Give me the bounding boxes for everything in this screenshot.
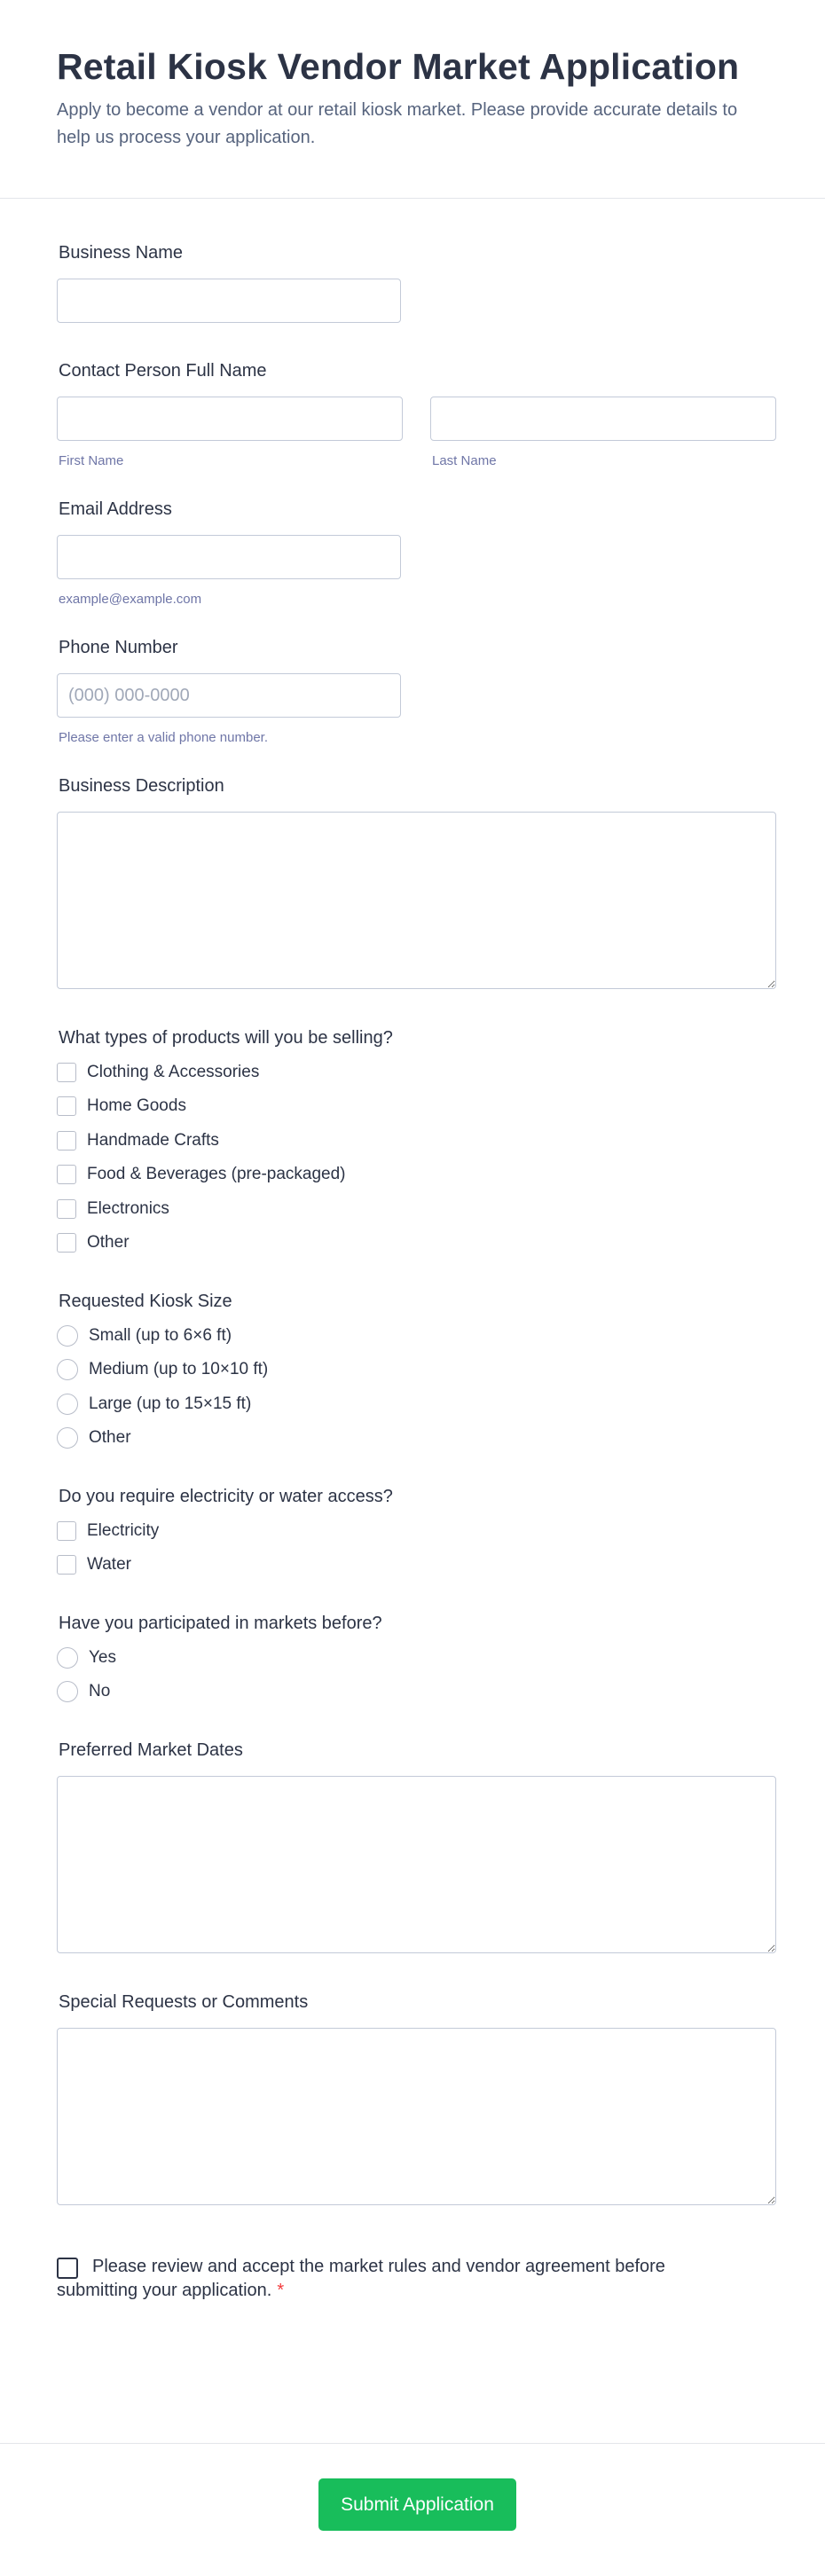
products-field <box>57 1028 776 1260</box>
contact-name-field <box>57 361 776 468</box>
product-option-food-beverages[interactable]: Food & Beverages (pre-packaged) <box>57 1158 776 1192</box>
email-sublabel: example@example.com <box>59 592 202 608</box>
contact-name-label: Contact Person Full Name <box>59 361 267 381</box>
last-name-sublabel: Last Name <box>432 453 497 469</box>
product-option-handmade-crafts[interactable]: Handmade Crafts <box>57 1123 776 1158</box>
email-field <box>57 499 776 607</box>
email-input[interactable] <box>57 535 401 579</box>
utility-option-water[interactable]: Water <box>57 1548 776 1583</box>
radio-button[interactable] <box>57 1647 78 1669</box>
utilities-label: Do you require electricity or water access? <box>59 1487 393 1507</box>
radio-button[interactable] <box>57 1325 78 1347</box>
utility-option-electricity[interactable]: Electricity <box>57 1513 776 1548</box>
checkbox[interactable] <box>57 1521 76 1541</box>
product-option-clothing[interactable]: Clothing & Accessories <box>57 1055 776 1089</box>
kiosk-size-option-small[interactable]: Small (up to 6×6 ft) <box>57 1318 776 1353</box>
kiosk-size-option-large[interactable]: Large (up to 15×15 ft) <box>57 1386 776 1421</box>
form-title: Retail Kiosk Vendor Market Application <box>57 46 740 87</box>
first-name-input[interactable] <box>57 397 403 441</box>
last-name-input[interactable] <box>430 397 776 441</box>
kiosk-size-option-other[interactable]: Other <box>57 1421 776 1456</box>
business-name-field <box>57 243 776 323</box>
email-label: Email Address <box>59 499 172 520</box>
business-description-textarea[interactable] <box>57 812 776 989</box>
market-dates-label: Preferred Market Dates <box>59 1740 243 1761</box>
phone-field <box>57 638 776 745</box>
participated-label: Have you participated in markets before? <box>59 1614 382 1634</box>
kiosk-size-label: Requested Kiosk Size <box>59 1292 232 1312</box>
radio-button[interactable] <box>57 1394 78 1415</box>
phone-label: Phone Number <box>59 638 178 658</box>
checkbox[interactable] <box>57 1096 76 1116</box>
product-option-home-goods[interactable]: Home Goods <box>57 1089 776 1124</box>
checkbox[interactable] <box>57 1199 76 1219</box>
form-subtitle: Apply to become a vendor at our retail kiosk market. Please provide accurate details to help us process your application. <box>57 100 738 148</box>
business-description-field <box>57 776 776 989</box>
form-header <box>0 0 825 199</box>
submit-application-button[interactable]: Submit Application <box>318 2478 516 2531</box>
comments-label: Special Requests or Comments <box>59 1992 309 2013</box>
checkbox[interactable] <box>57 1555 76 1575</box>
agreement-field <box>57 2255 776 2303</box>
phone-sublabel: Please enter a valid phone number. <box>59 730 268 746</box>
required-asterisk: * <box>277 2281 285 2301</box>
agreement-text: Please review and accept the market rules and vendor agreement before submitting your application. * <box>57 2257 665 2301</box>
checkbox[interactable] <box>57 1233 76 1253</box>
business-name-label: Business Name <box>59 243 184 263</box>
kiosk-size-option-medium[interactable]: Medium (up to 10×10 ft) <box>57 1353 776 1387</box>
participated-field <box>57 1614 776 1708</box>
business-name-input[interactable] <box>57 279 401 323</box>
application-form <box>0 243 825 2303</box>
checkbox[interactable] <box>57 1131 76 1151</box>
agreement-checkbox[interactable] <box>57 2258 78 2279</box>
products-label: What types of products will you be selling? <box>59 1028 393 1048</box>
participated-option-no[interactable]: No <box>57 1675 776 1709</box>
product-option-electronics[interactable]: Electronics <box>57 1191 776 1226</box>
first-name-sublabel: First Name <box>59 453 124 469</box>
product-option-other[interactable]: Other <box>57 1226 776 1261</box>
market-dates-textarea[interactable] <box>57 1776 776 1953</box>
comments-textarea[interactable] <box>57 2028 776 2205</box>
radio-button[interactable] <box>57 1681 78 1702</box>
radio-button[interactable] <box>57 1427 78 1449</box>
checkbox[interactable] <box>57 1063 76 1082</box>
business-description-label: Business Description <box>59 776 224 797</box>
utilities-field <box>57 1487 776 1582</box>
phone-input[interactable] <box>57 673 401 718</box>
participated-option-yes[interactable]: Yes <box>57 1640 776 1675</box>
comments-field <box>57 1992 776 2205</box>
kiosk-size-field <box>57 1292 776 1455</box>
radio-button[interactable] <box>57 1359 78 1380</box>
form-footer <box>0 2443 825 2576</box>
checkbox[interactable] <box>57 1165 76 1184</box>
market-dates-field <box>57 1740 776 1953</box>
